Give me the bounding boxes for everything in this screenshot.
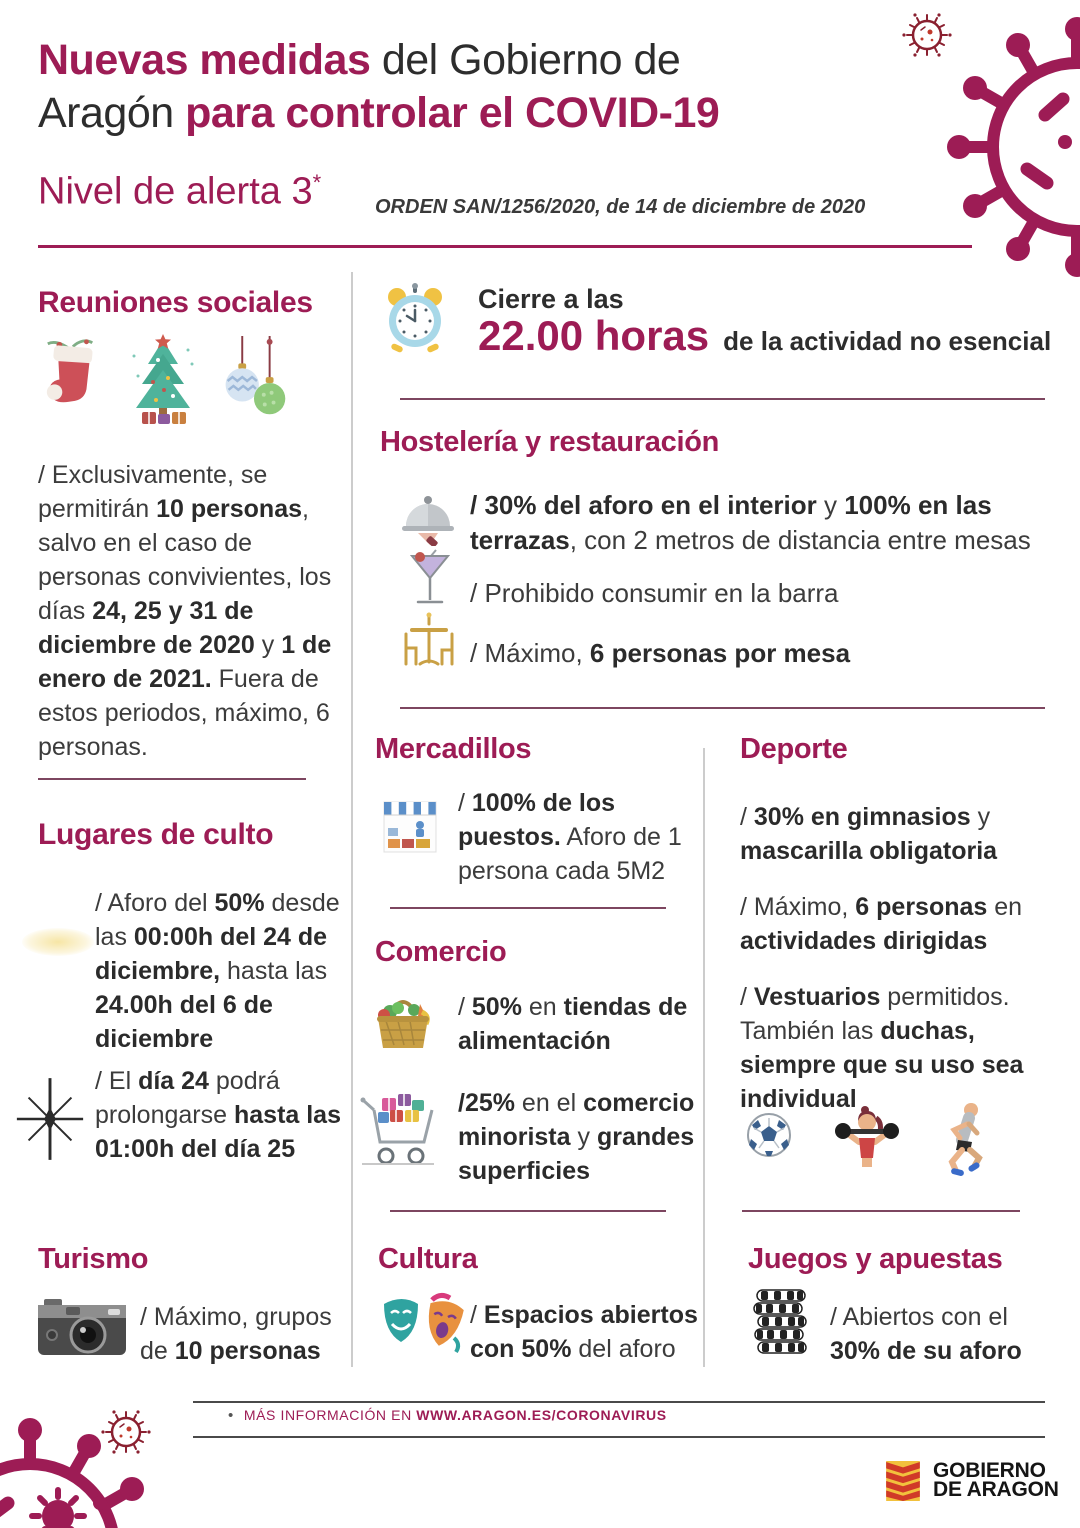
text-segment: hasta las 01:00h del día 25 [95,1101,341,1163]
deporte-item-2 [740,890,1040,958]
christmas-stocking-icon [42,335,100,427]
cultura-item-1 [470,1298,720,1366]
text-segment: , con 2 metros de distancia entre mesas [569,525,1031,555]
text-segment: 50% [471,993,522,1021]
cocktail-icon [408,548,452,622]
camera-icon [36,1295,128,1361]
text-segment: tiendas de alimentación [458,993,688,1055]
text-segment: Espacios abiertos con 50% [470,1301,698,1363]
hosteleria-item-2 [470,576,1030,610]
text-segment: 50% [214,889,265,917]
section-divider [400,707,1045,709]
section-divider [390,1210,666,1212]
section-title-turismo: Turismo [38,1243,149,1275]
text-segment: / Prohibido consumir en la barra [470,578,839,608]
coronavirus-outline-icon [897,5,957,65]
text-segment: en [521,993,564,1021]
text-segment: del aforo [571,1335,676,1363]
section-title-mercadillos: Mercadillos [375,733,532,765]
text-segment: / [458,993,472,1021]
closure-time: 22.00 horas [478,312,710,359]
table-chairs-icon [398,612,460,672]
section-title-deporte: Deporte [740,733,848,765]
closure-detail: de la actividad no esencial [723,326,1052,356]
text-segment: 24, 25 y 31 de diciembre de 2020 [38,597,255,659]
government-logo: GOBIERNO DE ARAGON [933,1459,1059,1501]
deporte-item-1 [740,800,1040,868]
text-segment: 10 personas [156,495,303,523]
text-segment: / [740,983,754,1011]
alarm-clock-icon [383,283,447,357]
text-segment: , salvo en el caso de personas convivientes, los días [38,495,332,625]
section-title-culto: Lugares de culto [38,818,274,851]
juegos-item-1 [830,1300,1050,1368]
text-segment: 00:00h del 24 de diciembre, [95,923,328,985]
text-segment: 10 personas [174,1337,321,1365]
mercadillos-item-1 [458,786,696,888]
hosteleria-item-1 [470,488,1050,558]
text-segment: 6 personas [855,893,988,921]
text-segment: Aforo de 1 persona cada 5M2 [458,823,682,885]
section-divider [742,1210,1020,1212]
footer-url[interactable]: WWW.ARAGON.ES/CORONAVIRUS [416,1407,667,1423]
football-icon [746,1112,792,1158]
grocery-basket-icon [374,988,432,1050]
text-segment: permitidos. También las [740,983,1010,1045]
text-segment: /25% [458,1089,515,1117]
text-segment: y [816,490,845,520]
closure-intro: Cierre a las [478,284,624,314]
star-icon [12,1076,88,1162]
page-title: Nuevas medidas del Gobierno de Aragón para controlar el COVID-19 [38,36,720,137]
coronavirus-outline-icon [96,1402,156,1462]
candle-glow-icon [22,928,94,956]
turismo-item-1 [140,1300,340,1368]
text-segment: y [570,1123,597,1151]
text-segment: / Máximo, grupos de [140,1303,332,1365]
text-segment: Vestuarios [753,983,881,1011]
deporte-item-3 [740,980,1045,1116]
section-title-hosteleria: Hostelería y restauración [380,426,720,458]
christmas-ornaments-icon [220,336,286,426]
text-segment: hasta las [220,957,328,985]
hosteleria-item-3 [470,636,1030,670]
alert-level: Nivel de alerta 3* [38,170,322,213]
text-segment: / Máximo, [740,893,856,921]
weightlifter-icon [835,1106,899,1170]
text-segment: / [470,1301,484,1329]
text-segment: / [458,789,472,817]
section-divider [390,907,666,909]
text-segment: 100% en las terrazas [470,490,992,555]
aragon-flag-icon [886,1461,920,1501]
culto-item-2 [95,1064,345,1166]
order-reference: ORDEN SAN/1256/2020, de 14 de diciembre de 2020 [375,196,866,218]
footer-rule-bottom [193,1436,1045,1438]
text-segment: / Abiertos con el [830,1303,1008,1331]
section-title-juegos: Juegos y apuestas [748,1243,1003,1275]
text-segment: / Exclusivamente, se permitirán [38,461,268,523]
footer-rule-top [193,1401,1045,1403]
text-segment: duchas, siempre que su uso sea individual [740,1017,1024,1113]
text-segment: actividades dirigidas [740,927,988,955]
text-segment: 30% de su aforo [830,1337,1022,1365]
poker-chips-icon [752,1288,810,1360]
text-segment: grandes superficies [458,1123,695,1185]
section-divider [38,778,306,780]
christmas-tree-icon [128,334,198,429]
market-stall-icon [382,798,438,856]
footer-info: • MÁS INFORMACIÓN EN WWW.ARAGON.ES/CORONAVIRUS [228,1407,667,1424]
section-title-comercio: Comercio [375,936,507,968]
reuniones-text [38,458,334,764]
text-segment: / Máximo, [470,638,590,668]
text-segment: comercio minorista [458,1089,695,1151]
text-segment: desde las [95,889,340,951]
text-segment: y [970,803,991,831]
section-title-cultura: Cultura [378,1243,478,1275]
text-segment: 1 de enero de 2021. [38,631,332,693]
section-title-reuniones: Reuniones sociales [38,286,313,319]
runner-icon [938,1100,986,1178]
text-segment: en el [514,1089,584,1117]
culto-item-1 [95,886,345,1056]
text-segment: podrá prolongarse [95,1067,280,1129]
text-segment: / Aforo del [95,889,215,917]
text-segment: 6 personas por mesa [589,638,851,668]
header-divider [38,245,972,248]
text-segment: / 30% del aforo en el interior [470,490,817,520]
serving-cloche-icon [400,488,456,546]
comercio-item-1 [458,990,708,1058]
theater-masks-icon [380,1292,466,1354]
text-segment: y [254,631,282,659]
closure-line [478,312,1051,360]
text-segment: día 24 [138,1067,209,1095]
comercio-item-2 [458,1086,708,1188]
text-segment: 24.00h del 6 de diciembre [95,991,273,1053]
text-segment: mascarilla obligatoria [740,837,998,865]
text-segment: / [740,803,754,831]
text-segment: / El [95,1067,139,1095]
text-segment: 100% de los puestos. [458,789,616,851]
section-divider [400,398,1045,400]
text-segment: 30% en gimnasios [753,803,971,831]
column-divider [351,272,353,1367]
text-segment: en [987,893,1023,921]
text-segment: Fuera de estos periodos, máximo, 6 personas. [38,665,330,761]
shopping-cart-icon [360,1090,436,1168]
bullet: • [228,1407,234,1424]
